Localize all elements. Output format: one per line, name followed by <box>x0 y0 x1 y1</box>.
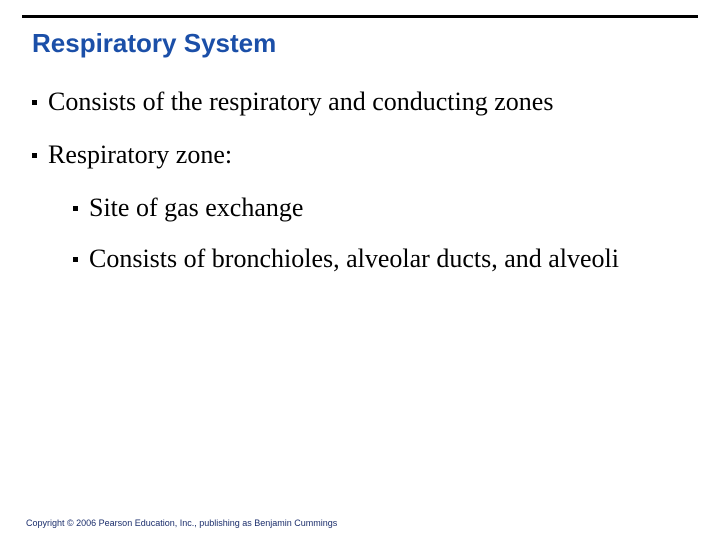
square-bullet-icon <box>73 257 78 262</box>
title-divider-line <box>22 15 698 18</box>
copyright-notice: Copyright © 2006 Pearson Education, Inc., publishing as Benjamin Cummings <box>26 518 338 528</box>
square-bullet-icon <box>32 153 37 158</box>
sub-bullet-text: Site of gas exchange <box>89 193 304 222</box>
bullet-text: Respiratory zone: <box>48 140 233 169</box>
sub-bullet-item <box>73 243 619 275</box>
square-bullet-icon <box>32 100 37 105</box>
bullet-item <box>32 139 232 171</box>
sub-bullet-item <box>73 192 303 224</box>
bullet-item <box>32 86 553 118</box>
square-bullet-icon <box>73 206 78 211</box>
bullet-text: Consists of the respiratory and conducting zones <box>48 87 554 116</box>
slide-title: Respiratory System <box>32 28 277 58</box>
sub-bullet-text: Consists of bronchioles, alveolar ducts, and alveoli <box>89 244 620 273</box>
